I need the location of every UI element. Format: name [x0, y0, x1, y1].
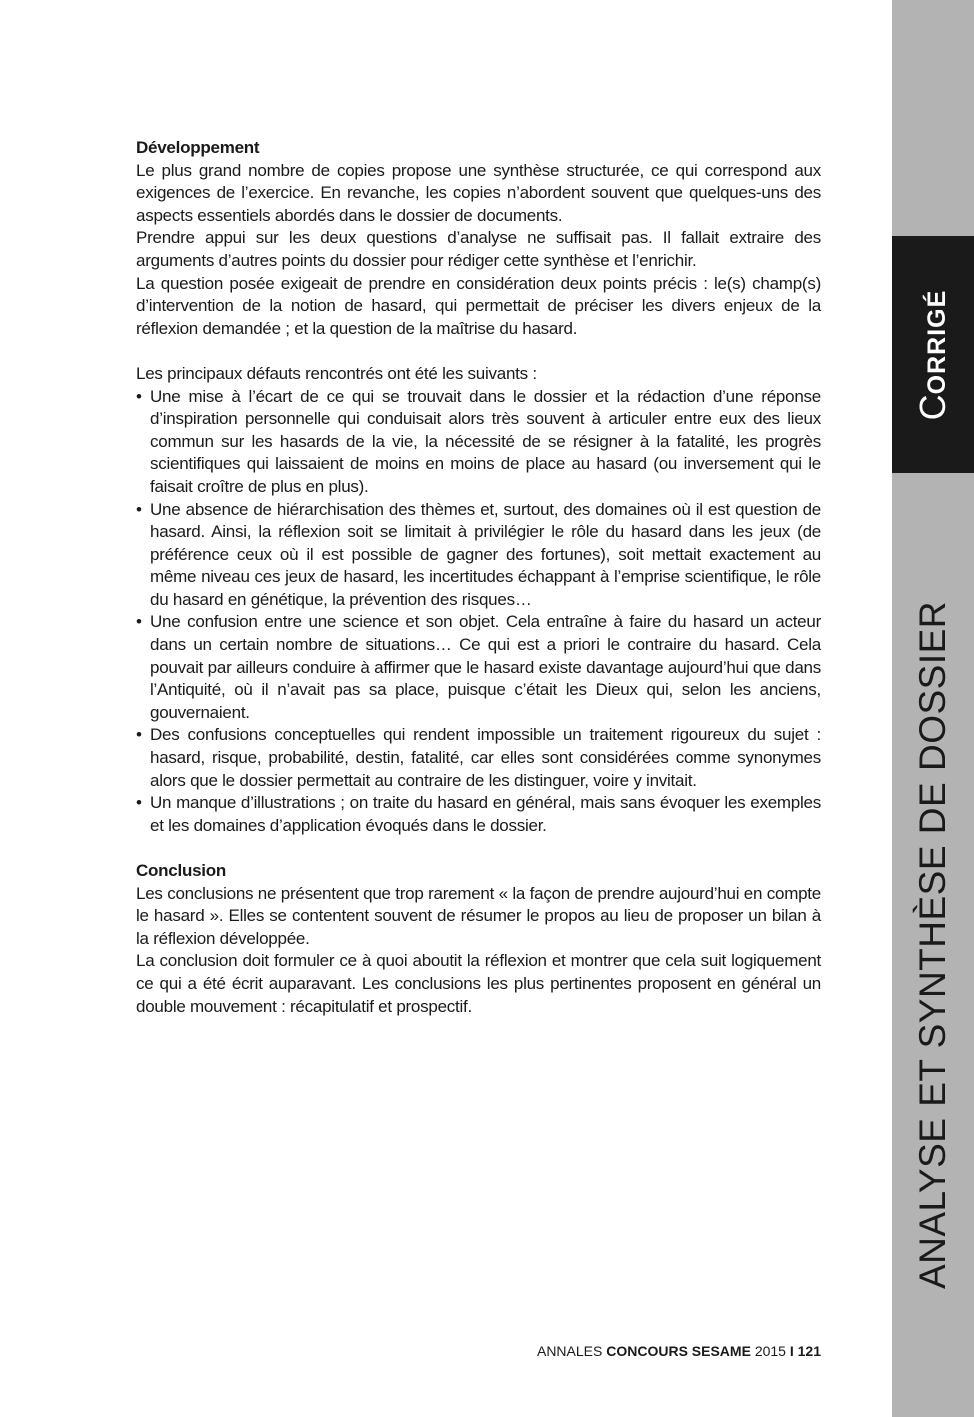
- page-footer: [537, 1343, 821, 1359]
- bullet-icon: •: [136, 612, 142, 632]
- tab-initial: C: [912, 393, 953, 420]
- list-item-text: Une mise à l’écart de ce qui se trouvait dans le dossier et la rédaction d’une réponse d’inspiration personnelle qui conduisait alors très souvent à articuler entre eux des lieux commun sur les hasards de la vie, la nécessité de se résigner à la fatalité, les progrès scientifiques qui laissaient de moins en moins de place au hasard (ou inversement qui le faisait croître de plus en plus).: [150, 386, 821, 496]
- paragraph: La question posée exigeait de prendre en considération deux points précis : le(s) champ(s) d’intervention de la notion de hasard, qui permettait de préciser les divers enjeux de la réflexion demandée ; et la question de la maîtrise du hasard.: [136, 273, 821, 338]
- list-item: [136, 792, 821, 837]
- spacer: [136, 837, 821, 860]
- footer-separator: I: [789, 1343, 794, 1359]
- defects-intro: Les principaux défauts rencontrés ont été les suivants :: [136, 363, 537, 383]
- list-item-text: Une absence de hiérarchisation des thèmes et, surtout, des domaines où il est question de hasard. Ainsi, la réflexion soit se limitait à privilégier le rôle du hasard dans les jeux (de préférence ceux où il est possible de gagner des fortunes), soit mettait exactement au même niveau ces jeux de hasard, les incertitudes échappant à l’emprise scientifique, le rôle du hasard en génétique, la prévention des risques…: [150, 499, 821, 609]
- list-item: [136, 611, 821, 724]
- tab-label: [912, 289, 954, 420]
- sidebar-band-top: [892, 0, 974, 236]
- footer-prefix: ANNALES: [536, 1343, 603, 1359]
- list-item: [136, 499, 821, 612]
- section-title: ANALYSE ET SYNTHÈSE DE DOSSIER: [912, 600, 953, 1290]
- paragraph: Prendre appui sur les deux questions d’analyse ne suffisait pas. Il fallait extraire des arguments d’autres points du dossier pour rédiger cette synthèse et l’enrichir.: [136, 228, 821, 270]
- page-number: 121: [797, 1343, 821, 1359]
- bullet-icon: •: [136, 725, 142, 745]
- paragraph: Le plus grand nombre de copies propose une synthèse structurée, ce qui correspond aux exigences de l’exercice. En revanche, les copies n’abordent souvent que quelques-uns des aspects essentiels abordés dans le dossier de documents.: [136, 160, 821, 225]
- list-item-text: Un manque d’illustrations ; on traite du hasard en général, mais sans évoquer les exemples et les domaines d’application évoqués dans le dossier.: [150, 793, 821, 835]
- bullet-icon: •: [136, 499, 142, 519]
- heading-conclusion: Conclusion: [136, 861, 227, 880]
- tab-rest: ORRIGÉ: [923, 289, 951, 394]
- paragraph: La conclusion doit formuler ce à quoi aboutit la réflexion et montrer que cela suit logiquement ce qui a été écrit auparavant. Les conclusions les plus pertinentes proposent en général un double mouvement : récapitulatif et prospectif.: [136, 951, 821, 1016]
- footer-year: 2015: [754, 1343, 786, 1359]
- list-item-text: Une confusion entre une science et son objet. Cela entraîne à faire du hasard un acteur dans un certain nombre de situations… Ce qui est a priori le contraire du hasard. Cela pouvait par ailleurs conduire à affirmer que le hasard existe davantage aujourd’hui que dans l’Antiquité, où il n’avait pas sa place, puisque c’était les Dieux qui, selon les anciens, gouvernaient.: [150, 612, 821, 722]
- list-item: [136, 386, 821, 499]
- bullet-icon: •: [136, 793, 142, 813]
- sidebar-band-bottom: [892, 473, 974, 1417]
- heading-developpement: Développement: [136, 138, 260, 157]
- list-item: [136, 724, 821, 792]
- defects-list: [136, 386, 821, 838]
- paragraph: Les conclusions ne présentent que trop rarement « la façon de prendre aujourd’hui en compte le hasard ». Elles se contentent souvent de résumer le propos au lieu de proposer un bilan à la réflexion développée.: [136, 883, 821, 948]
- bullet-icon: •: [136, 386, 142, 406]
- main-text: [136, 137, 821, 1018]
- spacer: [136, 340, 821, 363]
- list-item-text: Des confusions conceptuelles qui rendent impossible un traitement rigoureux du sujet : hasard, risque, probabilité, destin, fatalité, car elles sont considérées comme synonymes alors que le dossier permettait au contraire de les distinguer, voire y invitait.: [150, 725, 821, 790]
- sidebar-tab-corrige: [892, 236, 974, 473]
- footer-title: CONCOURS SESAME: [606, 1343, 751, 1359]
